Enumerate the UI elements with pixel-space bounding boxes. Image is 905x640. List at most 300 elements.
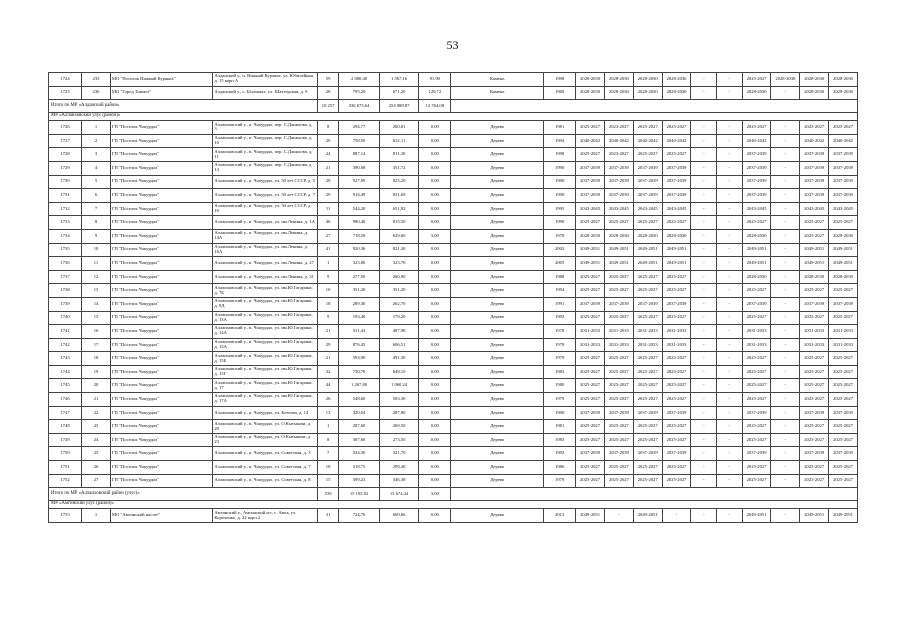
total-area-cell: 544,20 — [339, 202, 380, 216]
wall-material-cell: Дерево — [451, 461, 544, 475]
nonliving-area-cell: 0,00 — [419, 393, 451, 407]
repair-gas-cell: - — [771, 447, 800, 461]
living-area-cell: 179,20 — [379, 311, 418, 325]
wall-material-cell: Дерево — [451, 379, 544, 393]
total-label: Итого по МР «Аллаиховский район (улус)» — [49, 488, 318, 501]
nonliving-area-cell: 120,72 — [419, 86, 451, 100]
repair-lift-shaft-cell: - — [717, 325, 743, 339]
repair-water-cell: 2025-2027 — [800, 461, 829, 475]
row-no-cell: 1751 — [49, 461, 82, 475]
nonliving-area-cell: 0,00 — [419, 257, 451, 271]
address-cell: Аллаиховский у., п. Чокурдах, ул. 50 лет СССР, д. 5 — [213, 175, 318, 189]
repair-water-cell: 2037-2039 — [800, 189, 829, 203]
total-area-cell: 914,49 — [339, 189, 380, 203]
address-cell: Аллаиховский у., п. Чокурдах, ул. Советская, д. 8 — [213, 474, 318, 488]
repair-roof-cell: 2049-2051 — [576, 509, 605, 523]
year-built-cell: 1991 — [544, 297, 576, 311]
repair-water-cell: 2025-2027 — [800, 393, 829, 407]
living-area-cell: 1 060,24 — [379, 379, 418, 393]
address-cell: Аллаиховский у., п. Чокурдах, ул. им.Ленина, д. 14А — [213, 229, 318, 243]
item-no-cell: 5 — [82, 175, 111, 189]
repair-heating-cell: 2037-2039 — [742, 406, 771, 420]
row-no-cell: 1727 — [49, 134, 82, 148]
repair-roof-cell: 2025-2027 — [576, 379, 605, 393]
repair-roof-cell: 2025-2027 — [576, 420, 605, 434]
repair-roof-cell: 2025-2027 — [576, 433, 605, 447]
housing-registry-table — [48, 72, 858, 523]
repair-heating-cell: 2025-2027 — [742, 216, 771, 230]
municipality-cell: ГП "Поселок Чокурдах" — [110, 461, 212, 475]
repair-heating-cell: 2025-2027 — [742, 393, 771, 407]
total-living-area: 254 988,87 — [379, 100, 418, 113]
repair-lift-shaft-cell: - — [717, 161, 743, 175]
repair-sewer-cell: 2037-2039 — [829, 406, 858, 420]
repair-basement-cell: 2049-2051 — [662, 257, 691, 271]
repair-water-cell: 2037-2039 — [800, 161, 829, 175]
total-empty — [451, 100, 858, 113]
repair-lift-cell: - — [691, 325, 717, 339]
repair-foundation-cell: 2025-2027 — [633, 433, 662, 447]
item-no-cell: 21 — [82, 393, 111, 407]
row-no-cell: 1745 — [49, 379, 82, 393]
repair-lift-shaft-cell: - — [717, 121, 743, 135]
nonliving-area-cell: 0,00 — [419, 121, 451, 135]
repair-heating-cell: 2037-2039 — [742, 297, 771, 311]
repair-sewer-cell: 2028-2030 — [829, 229, 858, 243]
wall-material-cell: Дерево — [451, 297, 544, 311]
repair-lift-shaft-cell: - — [717, 216, 743, 230]
repair-gas-cell: - — [771, 202, 800, 216]
table-row — [49, 257, 858, 271]
address-cell: Аллаиховский у., п. Чокурдах, ул. О.Кытыкова, д. 20 — [213, 420, 318, 434]
repair-lift-cell: - — [691, 189, 717, 203]
residents-cell: 24 — [317, 148, 338, 162]
item-no-cell: 14 — [82, 297, 111, 311]
year-built-cell: 1990 — [544, 216, 576, 230]
total-area-cell: 548,60 — [339, 393, 380, 407]
total-nonliving-area: 3,00 — [419, 488, 451, 501]
table-row — [49, 229, 858, 243]
repair-facade-cell: 2025-2027 — [604, 311, 633, 325]
repair-heating-cell: 2037-2039 — [742, 148, 771, 162]
repair-roof-cell: 2025-2027 — [576, 216, 605, 230]
repair-foundation-cell: 2025-2027 — [633, 352, 662, 366]
repair-foundation-cell: 2043-2045 — [633, 202, 662, 216]
repair-foundation-cell: 2025-2027 — [633, 474, 662, 488]
year-built-cell: 1990 — [544, 161, 576, 175]
repair-lift-cell: - — [691, 297, 717, 311]
repair-roof-cell: 2037-2039 — [576, 161, 605, 175]
repair-lift-cell: - — [691, 420, 717, 434]
year-built-cell: 1988 — [544, 270, 576, 284]
repair-heating-cell: 2025-2027 — [742, 420, 771, 434]
municipality-cell: ГП "Поселок Чокурдах" — [110, 365, 212, 379]
repair-facade-cell: 2025-2027 — [604, 216, 633, 230]
total-area-cell: 390,08 — [339, 161, 380, 175]
repair-heating-cell: 2025-2027 — [742, 474, 771, 488]
address-cell: Аллаиховский у., п. Чокурдах, ул. Советская, д. 7 — [213, 461, 318, 475]
living-area-cell: 648,10 — [379, 365, 418, 379]
registry-table-container — [48, 72, 858, 523]
repair-facade-cell: 2037-2039 — [604, 161, 633, 175]
repair-foundation-cell: 2037-2039 — [633, 161, 662, 175]
repair-heating-cell: 2037-2039 — [742, 175, 771, 189]
address-cell: Алданский у., с. Ыллымах, ул. Шахтерская, д. 9 — [213, 86, 318, 100]
repair-water-cell: 2037-2039 — [800, 447, 829, 461]
municipality-cell: ГП "Поселок Чокурдах" — [110, 134, 212, 148]
municipality-cell: ГП "Поселок Чокурдах" — [110, 406, 212, 420]
item-no-cell: 19 — [82, 365, 111, 379]
residents-cell: 9 — [317, 311, 338, 325]
address-cell: Аллаиховский у., п. Чокурдах, ул. им.Ленина, д. 31 — [213, 270, 318, 284]
repair-facade-cell: 2037-2039 — [604, 406, 633, 420]
municipality-cell: ГП "Поселок Чокурдах" — [110, 433, 212, 447]
repair-roof-cell: 2049-2051 — [576, 257, 605, 271]
table-row — [49, 474, 858, 488]
repair-sewer-cell: 2025-2027 — [829, 461, 858, 475]
repair-lift-cell: - — [691, 243, 717, 257]
nonliving-area-cell: 0,00 — [419, 161, 451, 175]
total-area-cell: 193,40 — [339, 311, 380, 325]
nonliving-area-cell: 0,00 — [419, 474, 451, 488]
living-area-cell: 815,50 — [379, 216, 418, 230]
residents-cell: 29 — [317, 189, 338, 203]
repair-lift-shaft-cell: - — [717, 148, 743, 162]
repair-foundation-cell: 2037-2039 — [633, 189, 662, 203]
repair-foundation-cell: 2049-2051 — [633, 257, 662, 271]
item-no-cell: 7 — [82, 202, 111, 216]
repair-gas-cell: - — [771, 406, 800, 420]
living-area-cell: 503,30 — [379, 393, 418, 407]
repair-lift-shaft-cell: - — [717, 243, 743, 257]
repair-basement-cell: 2031-2033 — [662, 325, 691, 339]
year-built-cell: 1990 — [544, 189, 576, 203]
repair-foundation-cell: 2049-2051 — [633, 243, 662, 257]
municipality-cell: ГП "Поселок Чокурдах" — [110, 352, 212, 366]
repair-heating-cell: 2049-2051 — [742, 243, 771, 257]
repair-foundation-cell: 2028-2030 — [633, 73, 662, 87]
repair-water-cell: 2028-2030 — [800, 86, 829, 100]
repair-sewer-cell: 2025-2027 — [829, 365, 858, 379]
repair-gas-cell: - — [771, 352, 800, 366]
address-cell: Аллаиховский у., п. Чокурдах, ул. Советская, д. 3 — [213, 447, 318, 461]
repair-lift-shaft-cell: - — [717, 202, 743, 216]
wall-material-cell: Дерево — [451, 229, 544, 243]
repair-roof-cell: 2028-2030 — [576, 73, 605, 87]
wall-material-cell: Дерево — [451, 202, 544, 216]
total-area-cell: 323,80 — [339, 257, 380, 271]
item-no-cell: 15 — [82, 311, 111, 325]
living-area-cell: 299,40 — [379, 461, 418, 475]
wall-material-cell: Дерево — [451, 433, 544, 447]
repair-sewer-cell: 2043-2045 — [829, 202, 858, 216]
living-area-cell: 262,70 — [379, 297, 418, 311]
residents-cell: 11 — [317, 202, 338, 216]
year-built-cell: 1990 — [544, 175, 576, 189]
repair-lift-shaft-cell: - — [717, 420, 743, 434]
repair-water-cell: 2037-2039 — [800, 175, 829, 189]
repair-facade-cell: 2025-2027 — [604, 420, 633, 434]
repair-lift-cell: - — [691, 365, 717, 379]
residents-cell: 32 — [317, 365, 338, 379]
repair-facade-cell: 2028-2030 — [604, 73, 633, 87]
row-no-cell: 1730 — [49, 175, 82, 189]
residents-cell: 21 — [317, 161, 338, 175]
address-cell: Аллаиховский у., п. Чокурдах, ул. им.Ю.Гагарина, д. 17 — [213, 379, 318, 393]
year-built-cell: 1978 — [544, 325, 576, 339]
total-area-cell: 277,50 — [339, 270, 380, 284]
address-cell: Аллаиховский у., п. Чокурдах, пер. С.Данилова, д. 11 — [213, 148, 318, 162]
repair-heating-cell: 2025-2027 — [742, 121, 771, 135]
repair-lift-cell: - — [691, 148, 717, 162]
row-no-cell: 1736 — [49, 257, 82, 271]
repair-lift-cell: - — [691, 175, 717, 189]
repair-lift-shaft-cell: - — [717, 297, 743, 311]
repair-lift-shaft-cell: - — [717, 270, 743, 284]
repair-heating-cell: 2040-2042 — [742, 134, 771, 148]
repair-facade-cell: 2043-2045 — [604, 202, 633, 216]
municipality-cell: ГП "Поселок Чокурдах" — [110, 325, 212, 339]
total-nonliving-area: 13 764,08 — [419, 100, 451, 113]
municipality-cell: ГП "Поселок Чокурдах" — [110, 474, 212, 488]
repair-sewer-cell: 2037-2039 — [829, 297, 858, 311]
row-no-cell: 1753 — [49, 509, 82, 523]
residents-cell: 29 — [317, 338, 338, 352]
repair-water-cell: 2031-2033 — [800, 338, 829, 352]
municipality-cell: ГП "Поселок Чокурдах" — [110, 393, 212, 407]
wall-material-cell: Дерево — [451, 134, 544, 148]
residents-cell: 31 — [317, 509, 338, 523]
repair-basement-cell: 2037-2039 — [662, 161, 691, 175]
total-area-cell: 593,90 — [339, 352, 380, 366]
nonliving-area-cell: 3,00 — [419, 229, 451, 243]
repair-lift-cell: - — [691, 86, 717, 100]
year-built-cell: 1979 — [544, 393, 576, 407]
residents-cell: 46 — [317, 216, 338, 230]
residents-cell: 18 — [317, 297, 338, 311]
nonliving-area-cell: 0,00 — [419, 189, 451, 203]
living-area-cell: 351,20 — [379, 284, 418, 298]
repair-roof-cell: 2031-2033 — [576, 325, 605, 339]
row-no-cell: 1747 — [49, 406, 82, 420]
year-built-cell: 1978 — [544, 229, 576, 243]
nonliving-area-cell: 0,00 — [419, 379, 451, 393]
living-area-cell: 629,60 — [379, 229, 418, 243]
nonliving-area-cell: 0,00 — [419, 420, 451, 434]
repair-roof-cell: 2025-2027 — [576, 393, 605, 407]
repair-heating-cell: 2025-2027 — [742, 352, 771, 366]
address-cell: Аллаиховский у., п. Чокурдах, ул. им.Ю.Гагарина, д. 17А — [213, 393, 318, 407]
living-area-cell: 671,20 — [379, 86, 418, 100]
repair-foundation-cell: 2025-2027 — [633, 270, 662, 284]
wall-material-cell: Дерево — [451, 175, 544, 189]
repair-basement-cell: 2025-2027 — [662, 148, 691, 162]
repair-water-cell: 2025-2027 — [800, 311, 829, 325]
section-label: МР «Аллаиховский улус (район)» — [49, 113, 858, 121]
section-label: МР «Амгинский улус (район)» — [49, 501, 858, 509]
year-built-cell: 1983 — [544, 365, 576, 379]
repair-foundation-cell: 2025-2027 — [633, 379, 662, 393]
repair-basement-cell: 2037-2039 — [662, 175, 691, 189]
repair-water-cell: 2025-2027 — [800, 433, 829, 447]
repair-foundation-cell: 2028-2030 — [633, 86, 662, 100]
wall-material-cell: Дерево — [451, 406, 544, 420]
row-no-cell: 1742 — [49, 338, 82, 352]
total-living-area: 13 674,44 — [379, 488, 418, 501]
nonliving-area-cell: 0,00 — [419, 461, 451, 475]
row-no-cell: 1744 — [49, 365, 82, 379]
repair-water-cell: 2025-2027 — [800, 121, 829, 135]
address-cell: Аллаиховский у., п. Чокурдах, ул. Ботоева, д. 14 — [213, 406, 318, 420]
repair-heating-cell: 2028-2030 — [742, 86, 771, 100]
living-area-cell: 269,50 — [379, 420, 418, 434]
repair-sewer-cell: 2037-2039 — [829, 189, 858, 203]
row-no-cell: 1726 — [49, 121, 82, 135]
living-area-cell: 651,82 — [379, 202, 418, 216]
address-cell: Алданский у., п. Нижний Куранах, ул. Юбилейная, д. 15 корп.А — [213, 73, 318, 87]
repair-lift-shaft-cell: - — [717, 73, 743, 87]
repair-basement-cell: 2031-2033 — [662, 338, 691, 352]
repair-water-cell: 2037-2039 — [800, 406, 829, 420]
repair-sewer-cell: 2025-2027 — [829, 474, 858, 488]
address-cell: Аллаиховский у., п. Чокурдах, ул. им.Ю.Гагарина, д. 15Г — [213, 365, 318, 379]
row-no-cell: 1748 — [49, 420, 82, 434]
residents-cell: 1 — [317, 257, 338, 271]
residents-cell: 18 — [317, 461, 338, 475]
repair-foundation-cell: 2025-2027 — [633, 461, 662, 475]
repair-sewer-cell: 2031-2033 — [829, 325, 858, 339]
repair-gas-cell: - — [771, 509, 800, 523]
table-row — [49, 216, 858, 230]
repair-lift-cell: - — [691, 134, 717, 148]
repair-water-cell: 2025-2027 — [800, 420, 829, 434]
repair-roof-cell: 2037-2039 — [576, 297, 605, 311]
nonliving-area-cell: 0,00 — [419, 447, 451, 461]
item-no-cell: 24 — [82, 433, 111, 447]
wall-material-cell: Дерево — [451, 257, 544, 271]
total-area-cell: 351,20 — [339, 284, 380, 298]
row-no-cell: 1724 — [49, 73, 82, 87]
repair-gas-cell: - — [771, 189, 800, 203]
item-no-cell: 20 — [82, 379, 111, 393]
repair-water-cell: 2028-2030 — [800, 270, 829, 284]
repair-lift-cell: - — [691, 474, 717, 488]
address-cell: Аллаиховский у., п. Чокурдах, ул. им.Ленина, д. 27 — [213, 257, 318, 271]
repair-roof-cell: 2028-2030 — [576, 229, 605, 243]
repair-heating-cell: 2037-2039 — [742, 447, 771, 461]
living-area-cell: 487,98 — [379, 325, 418, 339]
table-row — [49, 406, 858, 420]
municipality-cell: ГП "Поселок Чокурдах" — [110, 161, 212, 175]
living-area-cell: 652,11 — [379, 134, 418, 148]
total-area-cell: 307,60 — [339, 433, 380, 447]
repair-sewer-cell: 2025-2027 — [829, 216, 858, 230]
living-area-cell: 825,29 — [379, 175, 418, 189]
row-no-cell: 1735 — [49, 243, 82, 257]
total-area: 336 675,64 — [339, 100, 380, 113]
wall-material-cell: Дерево — [451, 420, 544, 434]
repair-basement-cell: 2025-2027 — [662, 121, 691, 135]
municipality-cell: МО "Амгинский наслег" — [110, 509, 212, 523]
municipality-cell: ГП "Поселок Чокурдах" — [110, 447, 212, 461]
total-row — [49, 100, 858, 113]
repair-gas-cell: - — [771, 243, 800, 257]
table-row — [49, 284, 858, 298]
repair-facade-cell: 2025-2027 — [604, 365, 633, 379]
wall-material-cell: Дерево — [451, 270, 544, 284]
total-area-cell: 1 267,80 — [339, 379, 380, 393]
municipality-cell: ГП "Поселок Чокурдах" — [110, 338, 212, 352]
repair-facade-cell: 2023-2027 — [604, 121, 633, 135]
repair-basement-cell: 2037-2039 — [662, 297, 691, 311]
repair-water-cell: 2037-2039 — [800, 148, 829, 162]
repair-facade-cell: 2049-2051 — [604, 257, 633, 271]
wall-material-cell: Дерево — [451, 189, 544, 203]
row-no-cell: 1739 — [49, 297, 82, 311]
table-row — [49, 433, 858, 447]
address-cell: Аллаиховский у., п. Чокурдах, ул. им.Ленина, д. 16А — [213, 243, 318, 257]
row-no-cell: 1741 — [49, 325, 82, 339]
total-area-cell: 2 080,40 — [339, 73, 380, 87]
item-no-cell: 18 — [82, 352, 111, 366]
repair-sewer-cell: 2025-2027 — [829, 379, 858, 393]
row-no-cell: 1738 — [49, 284, 82, 298]
repair-roof-cell: 2025-2027 — [576, 311, 605, 325]
item-no-cell: 17 — [82, 338, 111, 352]
section-row — [49, 501, 858, 509]
total-residents: 10 257 — [317, 100, 338, 113]
total-area-cell: 876,45 — [339, 338, 380, 352]
year-built-cell: 1983 — [544, 433, 576, 447]
residents-cell: 10 — [317, 284, 338, 298]
section-row — [49, 113, 858, 121]
total-area: 15 195,92 — [339, 488, 380, 501]
item-no-cell: 10 — [82, 243, 111, 257]
repair-lift-cell: - — [691, 406, 717, 420]
nonliving-area-cell: 0,00 — [419, 243, 451, 257]
repair-gas-cell: - — [771, 379, 800, 393]
year-built-cell: 1981 — [544, 420, 576, 434]
residents-cell: 44 — [317, 379, 338, 393]
repair-lift-cell: - — [691, 73, 717, 87]
row-no-cell: 1728 — [49, 148, 82, 162]
repair-heating-cell: 2025-2027 — [742, 284, 771, 298]
repair-heating-cell: 2031-2033 — [742, 338, 771, 352]
residents-cell: 27 — [317, 229, 338, 243]
living-area-cell: 323,70 — [379, 257, 418, 271]
item-no-cell: 236 — [82, 86, 111, 100]
item-no-cell: 27 — [82, 474, 111, 488]
repair-lift-cell: - — [691, 202, 717, 216]
item-no-cell: 3 — [82, 148, 111, 162]
repair-foundation-cell: 2025-2027 — [633, 365, 662, 379]
nonliving-area-cell: 0,00 — [419, 297, 451, 311]
repair-water-cell: 2040-2042 — [800, 134, 829, 148]
repair-gas-cell: - — [771, 338, 800, 352]
repair-roof-cell: 2025-2027 — [576, 352, 605, 366]
repair-gas-cell: - — [771, 148, 800, 162]
repair-gas-cell: - — [771, 161, 800, 175]
repair-foundation-cell: 2025-2027 — [633, 393, 662, 407]
repair-basement-cell: 2025-2027 — [662, 216, 691, 230]
table-row — [49, 338, 858, 352]
repair-gas-cell: - — [771, 297, 800, 311]
living-area-cell: 321,70 — [379, 447, 418, 461]
address-cell: Аллаиховский у., п. Чокурдах, ул. им.Ю.Гагарина, д. 7Б — [213, 284, 318, 298]
repair-roof-cell: 2049-2051 — [576, 243, 605, 257]
repair-roof-cell: 2025-2027 — [576, 474, 605, 488]
repair-foundation-cell: 2025-2027 — [633, 121, 662, 135]
